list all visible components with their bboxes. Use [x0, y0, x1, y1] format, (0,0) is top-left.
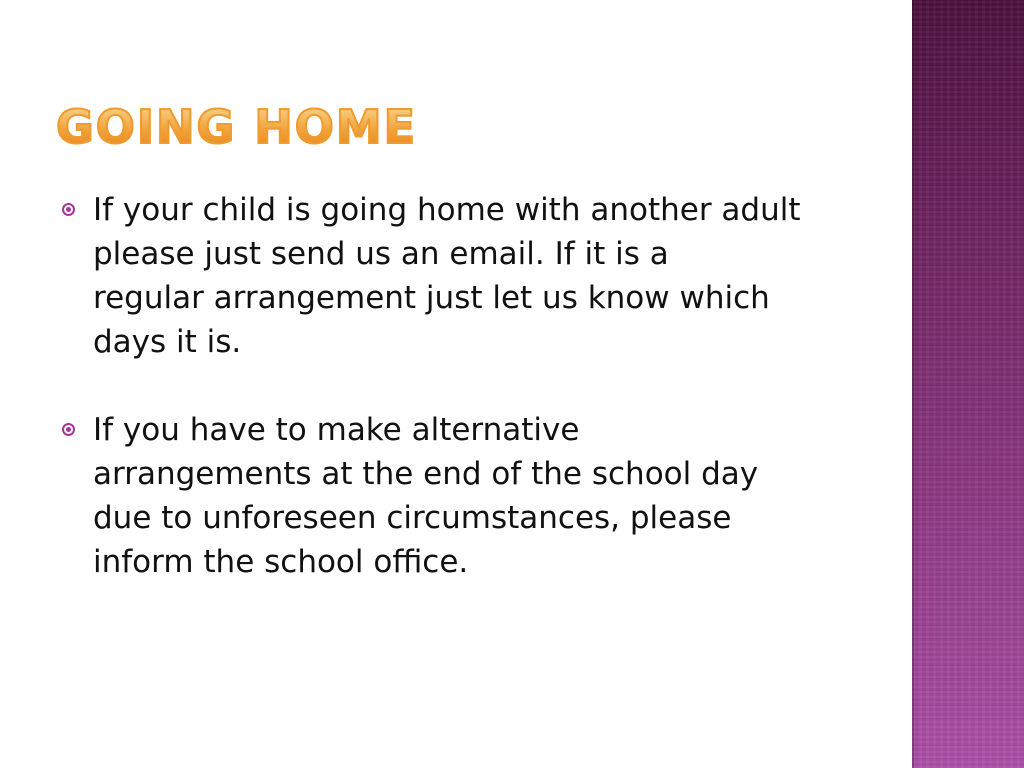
bullet-text: If you have to make alternative arrangements at the end of the school day due to unforeseen circumstances, please inform the school office. — [93, 412, 759, 580]
slide-title: GOING HOME — [56, 100, 418, 154]
target-bullet-icon — [62, 423, 75, 436]
bullet-text: If your child is going home with another adult please just send us an email. If it is a regular arrangement just let us know which days it is. — [93, 192, 801, 360]
bullet-item — [60, 408, 860, 584]
side-bar-edge — [912, 0, 914, 768]
decorative-side-bar — [912, 0, 1024, 768]
bullet-list — [60, 188, 860, 628]
bullet-item — [60, 188, 860, 364]
target-bullet-icon — [62, 203, 75, 216]
